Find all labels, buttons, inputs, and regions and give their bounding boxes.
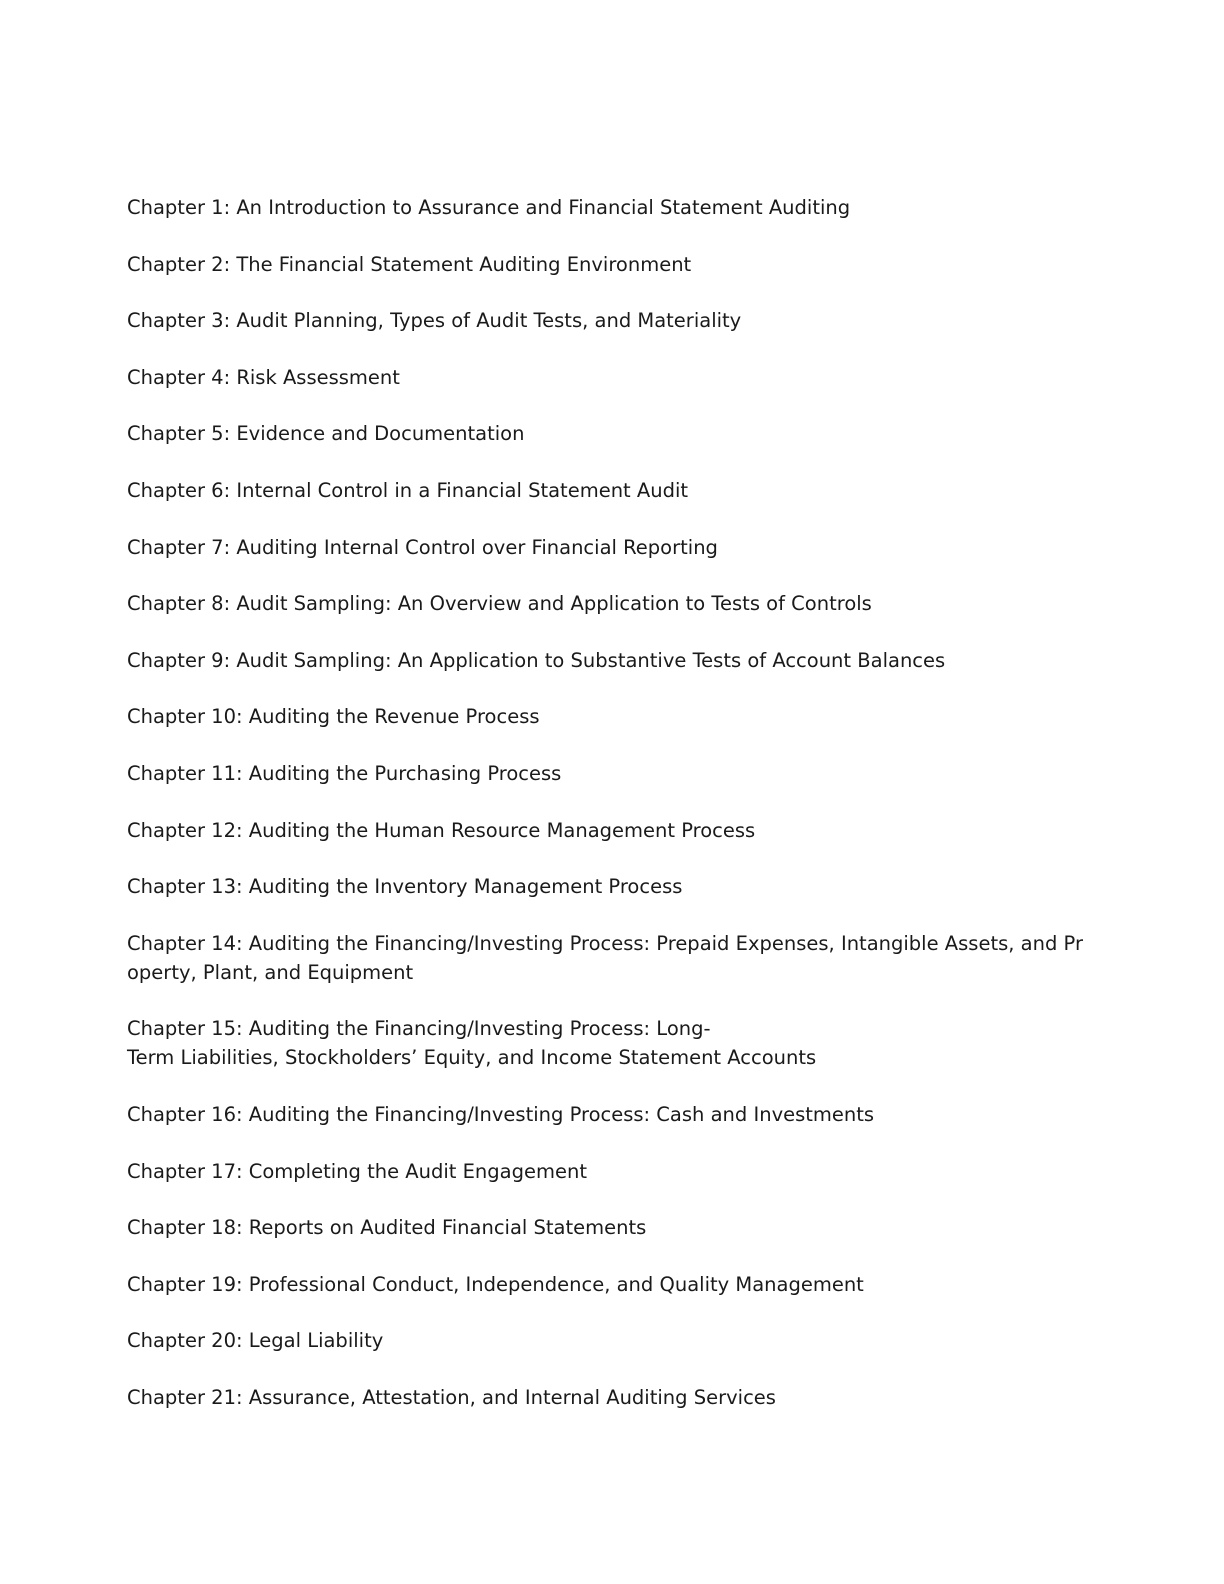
chapter-item-12: Chapter 12: Auditing the Human Resource Management Process <box>127 818 756 842</box>
chapter-item-17: Chapter 17: Completing the Audit Engagement <box>127 1159 587 1183</box>
chapter-item-8: Chapter 8: Audit Sampling: An Overview and Application to Tests of Controls <box>127 592 872 616</box>
chapter-item-14: Chapter 14: Auditing the Financing/Investing Process: Prepaid Expenses, Intangible Assets, and Pr operty, Plant, and Equipment <box>127 931 1083 984</box>
chapter-item-6: Chapter 6: Internal Control in a Financial Statement Audit <box>127 478 689 502</box>
chapter-item-4: Chapter 4: Risk Assessment <box>127 365 400 389</box>
chapter-item-15: Chapter 15: Auditing the Financing/Investing Process: Long- Term Liabilities, Stockholders’ Equity, and Income Statement Accounts <box>127 1017 817 1070</box>
chapter-item-16: Chapter 16: Auditing the Financing/Investing Process: Cash and Investments <box>127 1102 875 1126</box>
chapter-item-5: Chapter 5: Evidence and Documentation <box>127 422 525 446</box>
chapter-item-18: Chapter 18: Reports on Audited Financial Statements <box>127 1216 647 1240</box>
chapter-item-1: Chapter 1: An Introduction to Assurance and Financial Statement Auditing <box>127 196 851 219</box>
chapter-item-11: Chapter 11: Auditing the Purchasing Process <box>127 761 562 785</box>
chapter-item-19: Chapter 19: Professional Conduct, Independence, and Quality Management <box>127 1272 864 1296</box>
chapter-item-3: Chapter 3: Audit Planning, Types of Audit Tests, and Materiality <box>127 309 742 333</box>
chapter-item-10: Chapter 10: Auditing the Revenue Process <box>127 705 540 729</box>
chapter-item-13: Chapter 13: Auditing the Inventory Management Process <box>127 875 683 899</box>
chapter-item-2: Chapter 2: The Financial Statement Auditing Environment <box>127 252 692 276</box>
chapter-item-7: Chapter 7: Auditing Internal Control over Financial Reporting <box>127 535 718 559</box>
chapter-item-9: Chapter 9: Audit Sampling: An Application to Substantive Tests of Account Balances <box>127 648 946 672</box>
chapter-item-21: Chapter 21: Assurance, Attestation, and Internal Auditing Services <box>127 1385 776 1409</box>
chapter-list <box>127 193 1087 1439</box>
chapter-item-20: Chapter 20: Legal Liability <box>127 1329 384 1353</box>
